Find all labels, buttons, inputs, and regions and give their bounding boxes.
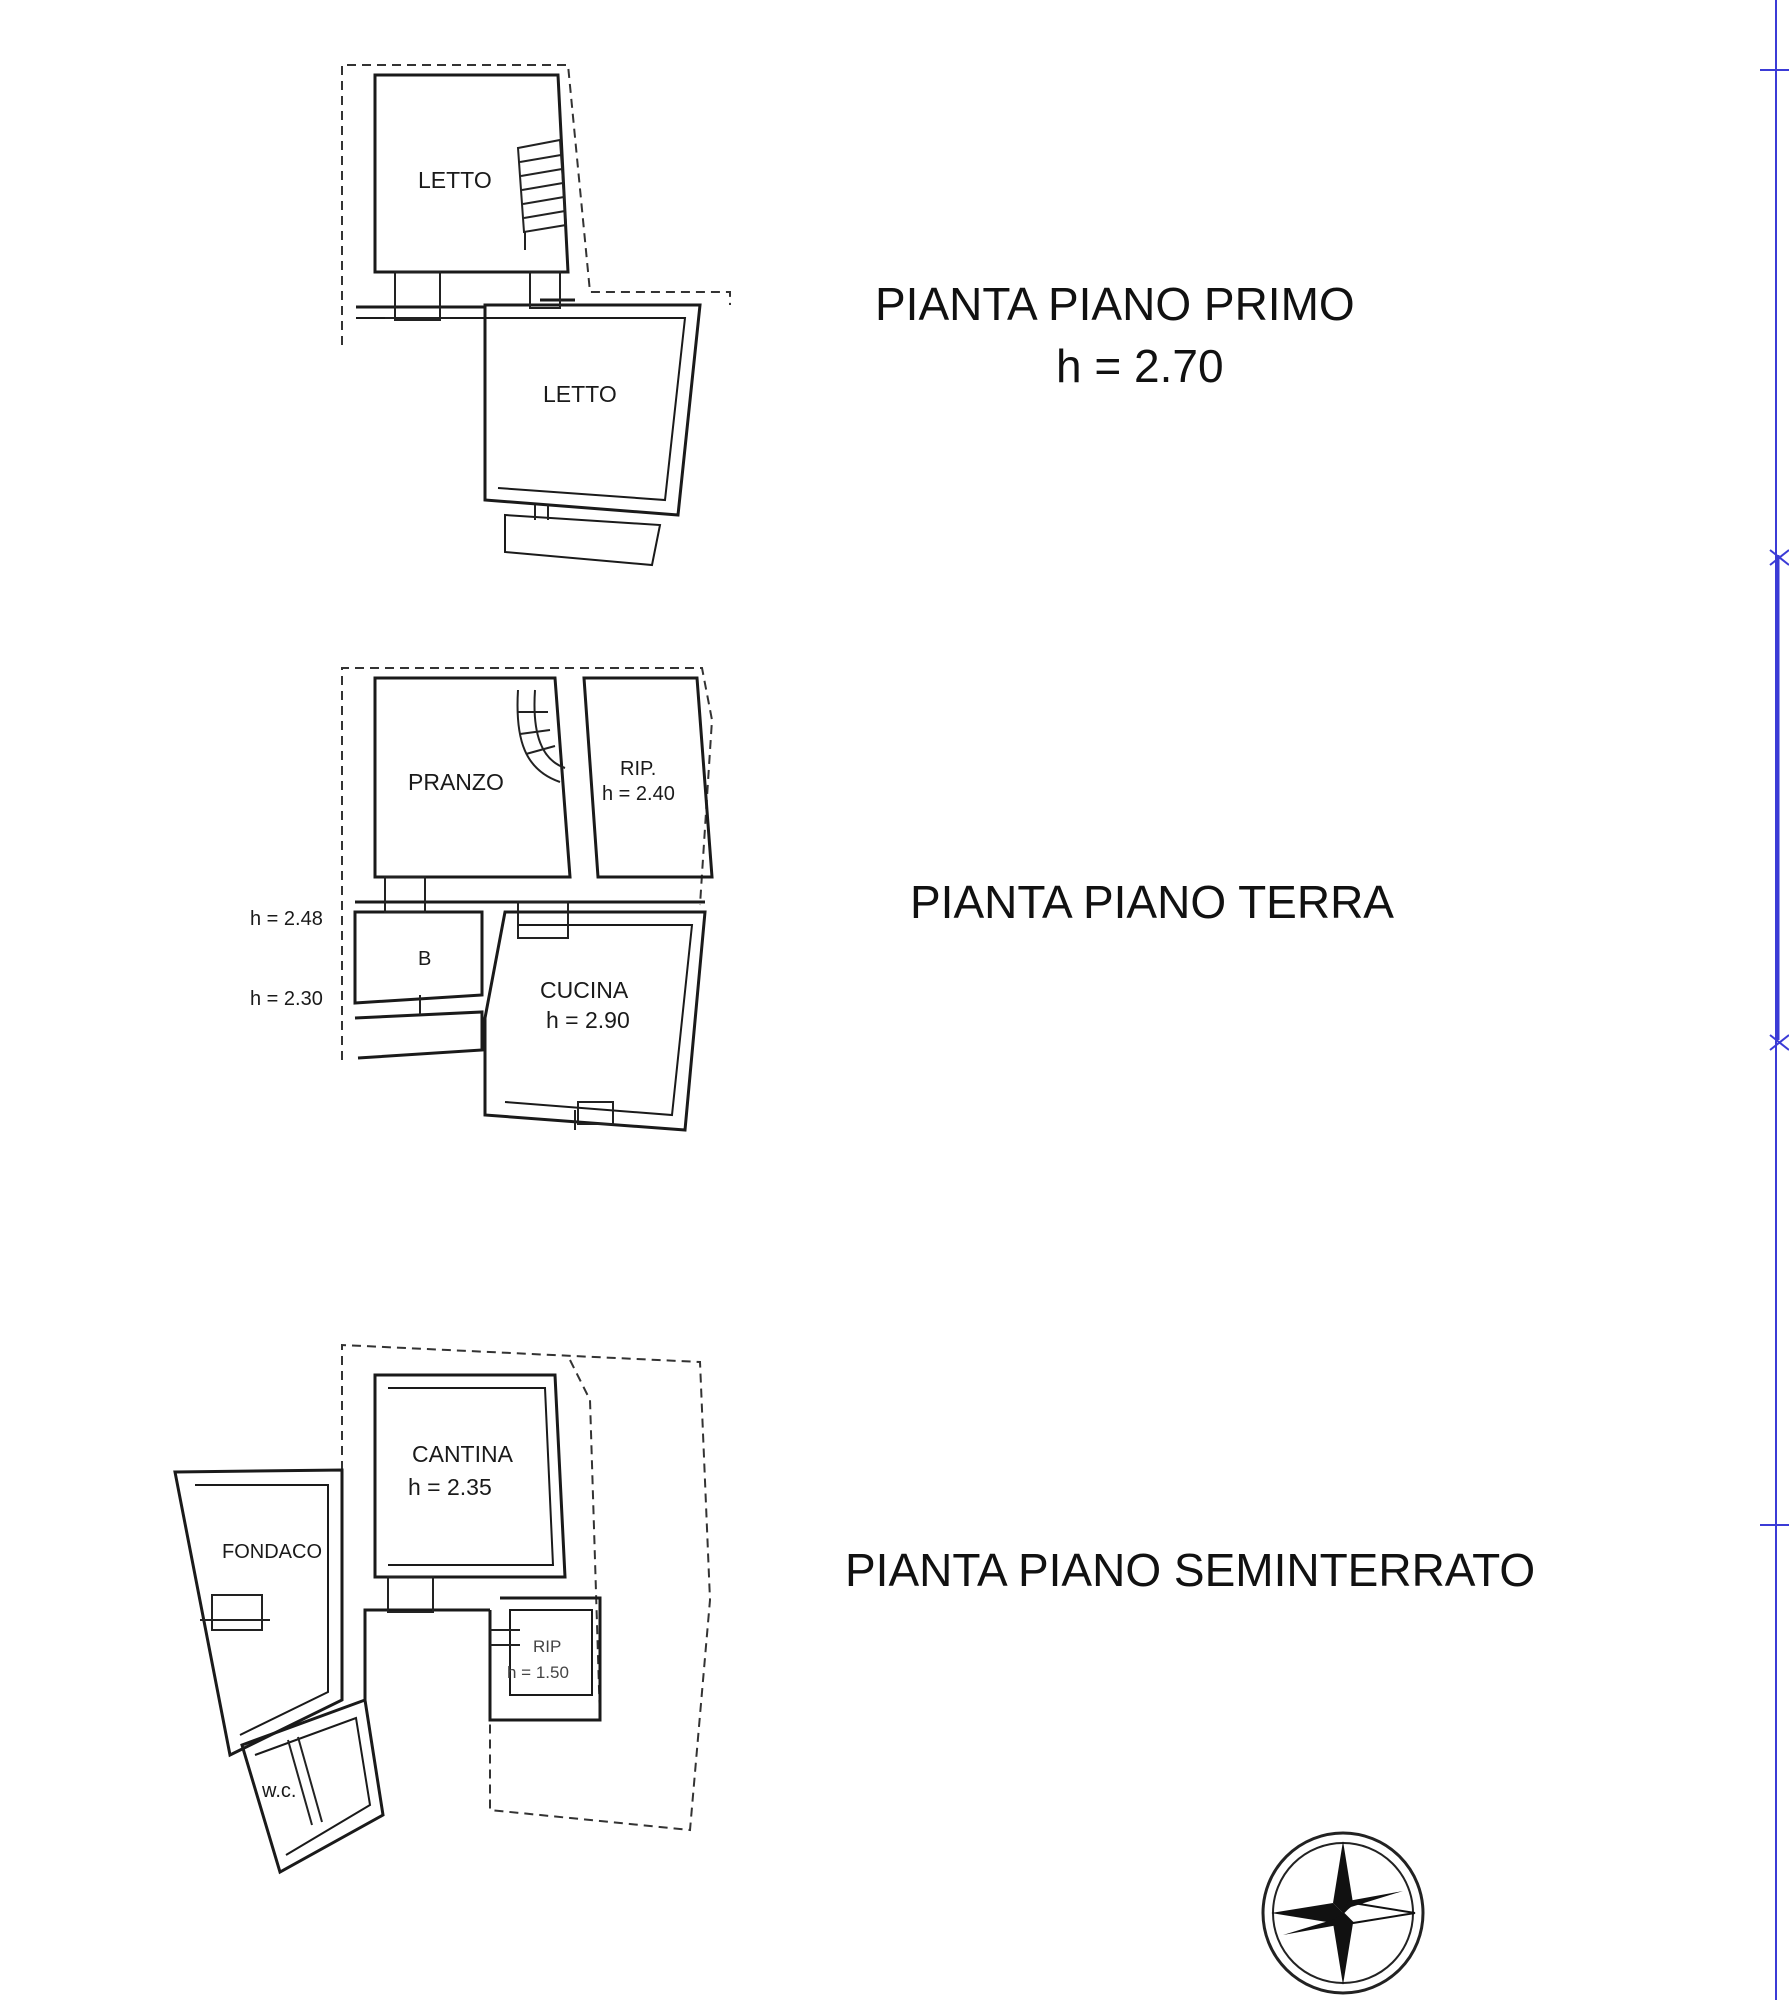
room-label-cantina: CANTINA — [412, 1441, 513, 1467]
room-height-cucina: h = 2.90 — [546, 1007, 630, 1033]
room-height-rip-seminterrato: h = 1.50 — [507, 1663, 569, 1682]
floor-plan-terra — [250, 668, 712, 1130]
stair-primo — [518, 140, 566, 250]
room-label-cucina: CUCINA — [540, 977, 629, 1003]
room-label-rip-seminterrato: RIP — [533, 1637, 562, 1656]
room-label-bagno: B — [418, 948, 432, 970]
floor-height-primo: h = 2.70 — [1056, 340, 1224, 392]
floor-title-terra: PIANTA PIANO TERRA — [910, 876, 1394, 928]
compass-rose-icon — [1263, 1833, 1423, 1993]
room-label-rip: RIP. — [620, 758, 657, 780]
floor-title-seminterrato: PIANTA PIANO SEMINTERRATO — [845, 1544, 1536, 1596]
room-label-fondaco: FONDACO — [222, 1541, 322, 1563]
room-height-rip: h = 2.40 — [602, 783, 675, 805]
floor-title-primo: PIANTA PIANO PRIMO — [875, 278, 1355, 330]
floor-plan-primo — [342, 65, 730, 565]
side-height-top: h = 2.48 — [250, 908, 323, 930]
room-label-letto-upper: LETTO — [418, 167, 492, 193]
room-label-wc: w.c. — [262, 1780, 297, 1802]
floor-plan-seminterrato — [175, 1345, 710, 1872]
side-height-bottom: h = 2.30 — [250, 988, 323, 1010]
room-label-pranzo: PRANZO — [408, 769, 504, 795]
room-height-cantina: h = 2.35 — [408, 1474, 492, 1500]
room-label-letto-lower: LETTO — [543, 381, 617, 407]
sheet-frame — [1760, 0, 1789, 2000]
